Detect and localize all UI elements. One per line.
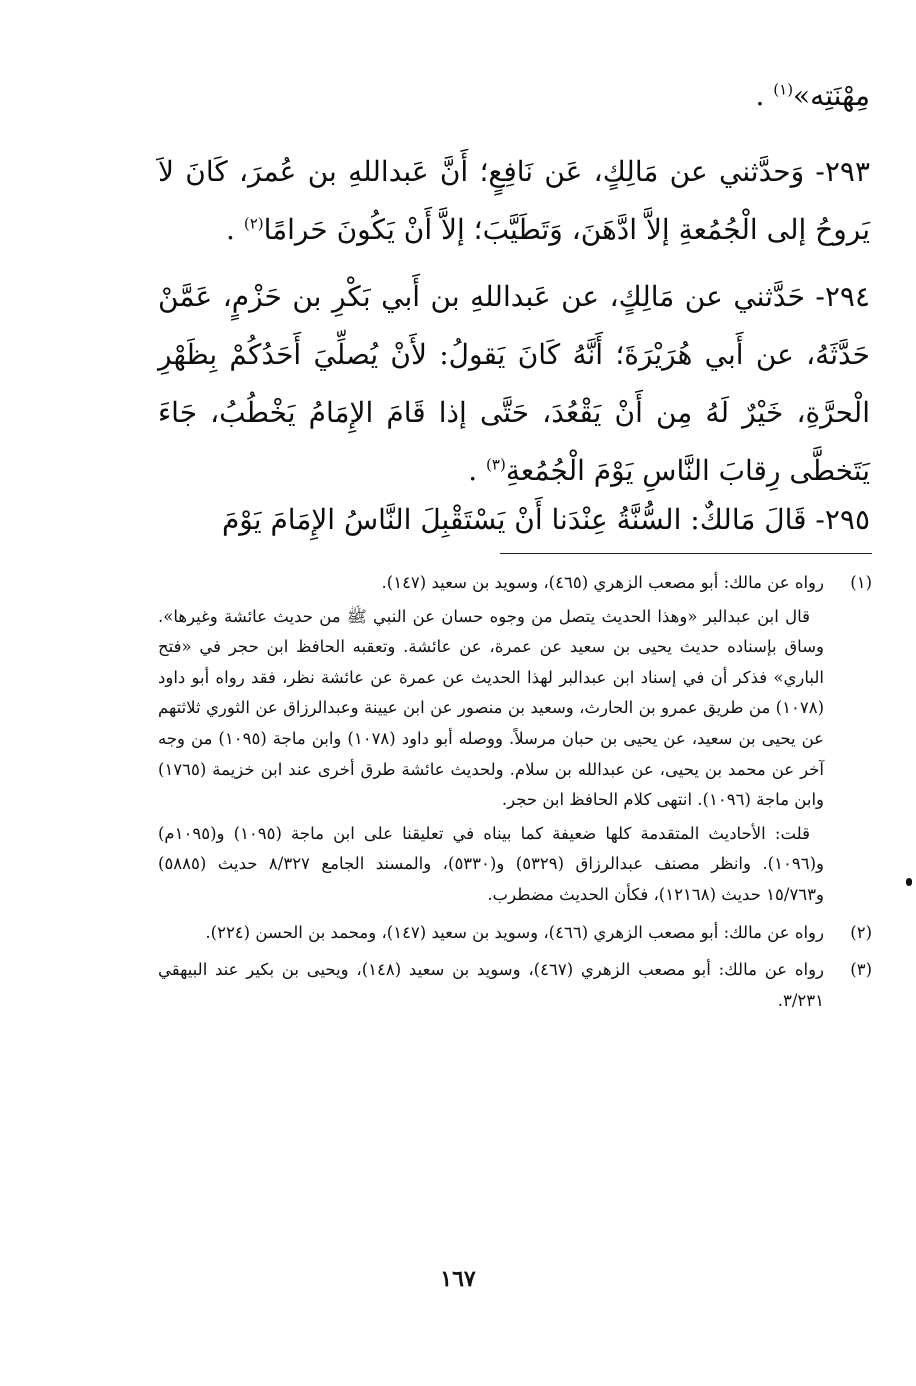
footnote-line: رواه عن مالك: أبو مصعب الزهري (٤٦٧)، وسويد بن سعيد (١٤٨)، ويحيى بن بكير عند البيهقي ٣/٢٣١. (158, 960, 825, 1010)
hadith-295 (158, 491, 870, 549)
footnote-body (158, 918, 824, 952)
footnote-line: قال ابن عبدالبر «وهذا الحديث يتصل من وجوه حسان عن النبي ﷺ من حديث عائشة وغيرها». وساق بإسناده حديث يحيى بن سعيد عن عمرة، عن عائشة. وتعقبه الحافظ ابن حجر في «فتح الباري» فذكر أن في إسناد ابن عبدالبر لهذا الحديث عن عمرة عن عائشة نظر، فقد رواه أبو داود (١٠٧٨) من طريق عمرو بن الحارث، وسعيد بن منصور عن ابن عيينة وعبدالرزاق عن الثوري ثلاثتهم عن يحيى بن سعيد، عن يحيى بن حبان مرسلاً. ووصله أبو داود (١٠٧٨) وابن ماجة (١٠٩٥) من وجه آخر عن محمد بن يحيى، عن عبدالله بن سلام. ولحديث عائشة طرق أخرى عند ابن خزيمة (١٧٦٥) وابن ماجة (١٠٩٦). انتهى كلام الحافظ ابن حجر. (158, 606, 825, 810)
footnote-1 (158, 568, 872, 914)
margin-dot (906, 878, 912, 886)
hadith-293 (158, 143, 870, 259)
hadith-text: ٢٩٤- حَدَّثني عن مَالِكٍ، عن عَبداللهِ بن أَبي بَكْرِ بن حَزْمٍ، عَمَّنْ حَدَّثَهُ، عن أَبي هُرَيْرَةَ؛ أَنَّهُ كَانَ يَقولُ: لأَنْ يُصلِّيَ أَحَدُكُمْ بِظَهْرِ الْحرَّةِ، خَيْرٌ لَهُ مِن أَنْ يَقْعُدَ، حَتَّى إذا قَامَ الإِمَامُ يَخْطُبُ، جَاءَ يَتَخطَّى رِقابَ النَّاسِ يَوْمَ الْجُمُعةِ (158, 280, 870, 487)
footnotes (158, 568, 872, 1023)
footnote-number: (١) (850, 573, 872, 592)
footnote-body (158, 955, 824, 1019)
hadith-294 (158, 268, 870, 500)
hadith-text: ٢٩٣- وَحدَّثني عن مَالِكٍ، عَن نَافِعٍ؛ أَنَّ عَبداللهِ بن عُمرَ، كَانَ لاَ يَروحُ إلى الْجُمُعةِ إلاَّ ادَّهَنَ، وَتَطَيَّبَ؛ إلاَّ أَنْ يَكُونَ حَرامًا (158, 155, 870, 246)
page-number: ١٦٧ (440, 1266, 476, 1292)
footnote-2 (158, 918, 872, 952)
sentence-end: . (226, 213, 244, 246)
footnote-line: قلت: الأحاديث المتقدمة كلها ضعيفة كما بيناه في تعليقنا على ابن ماجة (١٠٩٥) و(١٠٩٥م) و(١٠٩٦). وانظر مصنف عبدالرزاق (٥٣٢٩) و(٥٣٣٠)، والمسند الجامع ٨/٣٢٧ حديث (٥٨٨٥) و١٥/٧٦٣ حديث (١٢١٦٨)، فكأن الحديث مضطرب. (158, 823, 824, 904)
footnote-number: (٢) (850, 922, 872, 942)
footnote-ref[interactable]: (٣) (486, 455, 506, 474)
footnote-ref[interactable]: (٢) (243, 214, 264, 233)
sentence-end: . (755, 79, 774, 112)
hadith-text: ٢٩٥- قَالَ مَالكٌ: السُّنَّةُ عِنْدَنا أَنْ يَسْتَقْبِلَ النَّاسُ الإِمَامَ يَوْمَ (221, 503, 870, 536)
continuation-line (158, 74, 870, 118)
footnote-number: (٣) (850, 960, 872, 980)
footnote-separator (500, 553, 872, 554)
continuation-text: مِهْنَتِه» (793, 79, 870, 112)
footnote-body (158, 568, 824, 914)
sentence-end: . (468, 454, 487, 487)
footnote-line: رواه عن مالك: أبو مصعب الزهري (٤٦٦)، وسويد بن سعيد (١٤٧)، ومحمد بن الحسن (٢٢٤). (205, 922, 824, 942)
footnote-ref[interactable]: (١) (773, 80, 794, 99)
footnote-3 (158, 955, 872, 1019)
footnote-line: رواه عن مالك: أبو مصعب الزهري (٤٦٥)، وسويد بن سعيد (١٤٧). (381, 573, 824, 592)
